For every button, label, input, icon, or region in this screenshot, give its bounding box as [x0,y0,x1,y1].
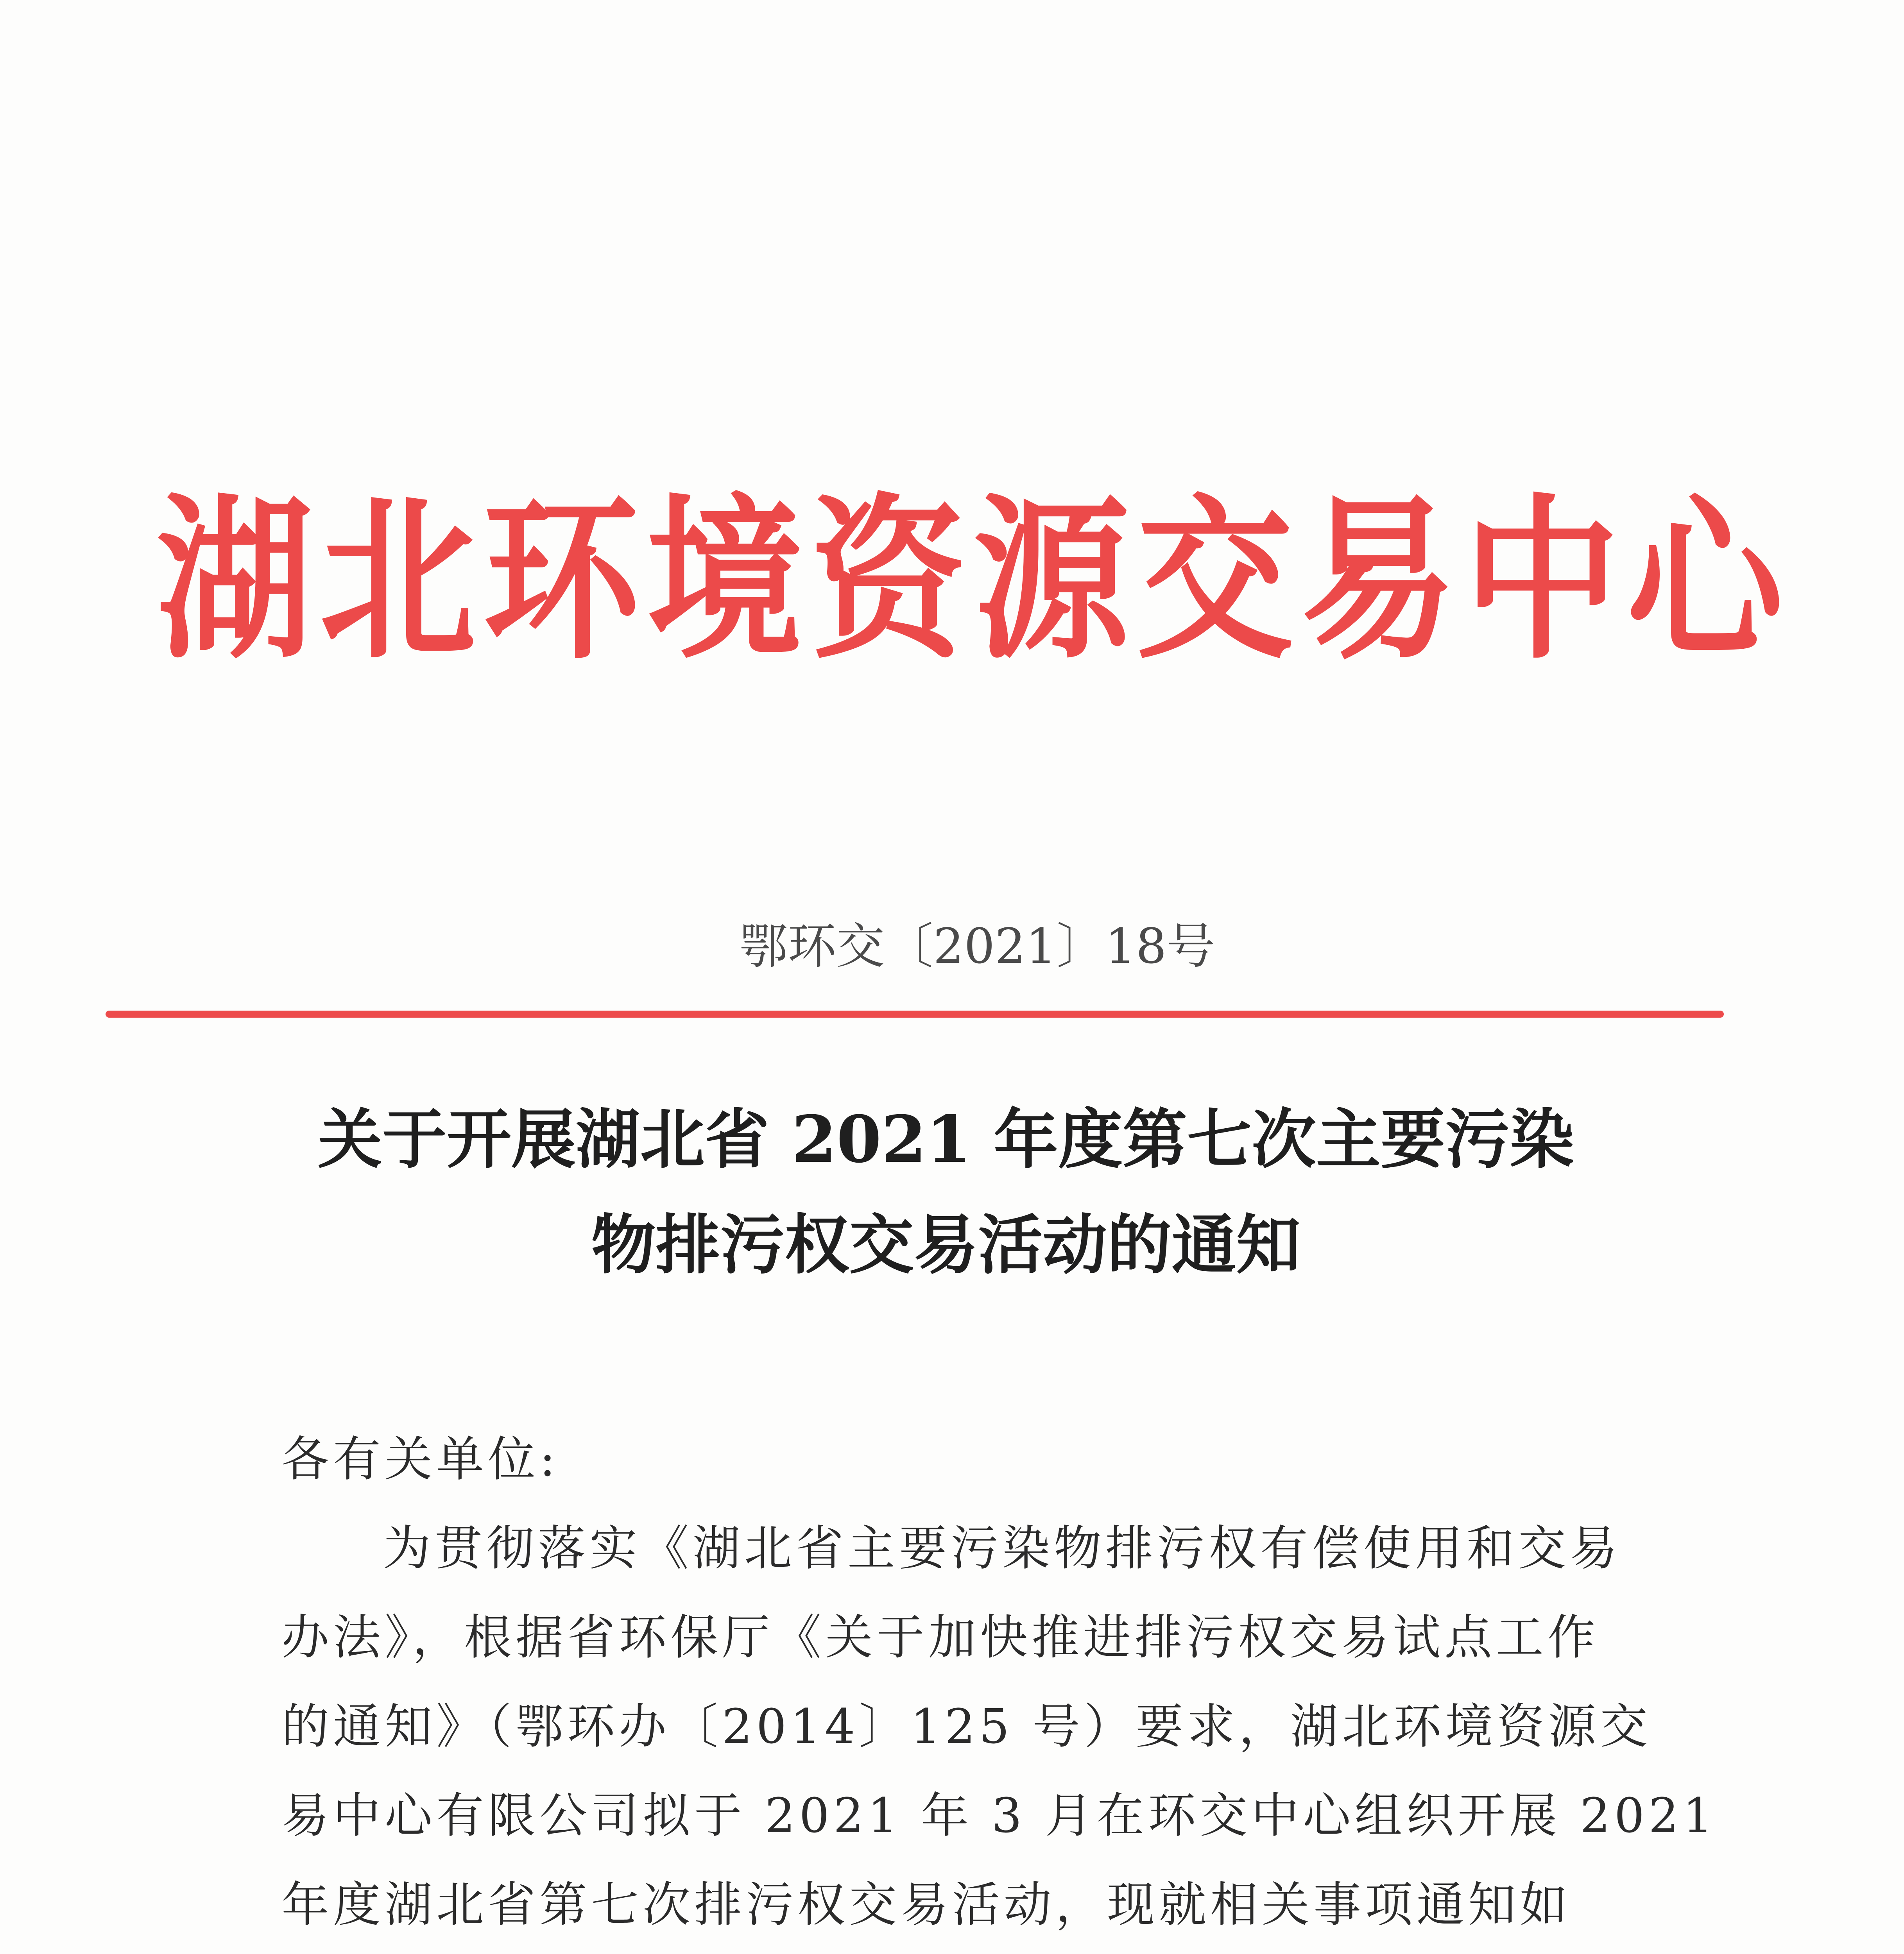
body-line [281,1949,1634,1954]
title-line-2: 物排污权交易活动的通知 [591,1207,1301,1283]
body-line: 易中心有限公司拟于 2021 年 3 月在环交中心组织开展 2021 [281,1788,1717,1843]
red-divider-line [106,1011,1724,1018]
body-line: 年度湖北省第七次排污权交易活动，现就相关事项通知如 [281,1877,1571,1933]
document-body [281,1415,1717,1954]
body-line: 办法》，根据省环保厅《关于加快推进排污权交易试点工作 [281,1610,1599,1665]
document-title [117,1086,1775,1297]
issuing-organization-header: 湖北环境资源交易中心 [156,477,1790,683]
salutation: 各有关单位: [281,1432,560,1487]
title-line-1: 关于开展湖北省 2021 年度第七次主要污染 [317,1101,1574,1177]
document-number: 鄂环交〔2021〕18号 [739,918,1215,975]
body-line: 为贯彻落实《湖北省主要污染物排污权有偿使用和交易 [383,1521,1621,1576]
body-line: 的通知》（鄂环办〔2014〕125 号）要求，湖北环境资源交 [281,1699,1652,1754]
